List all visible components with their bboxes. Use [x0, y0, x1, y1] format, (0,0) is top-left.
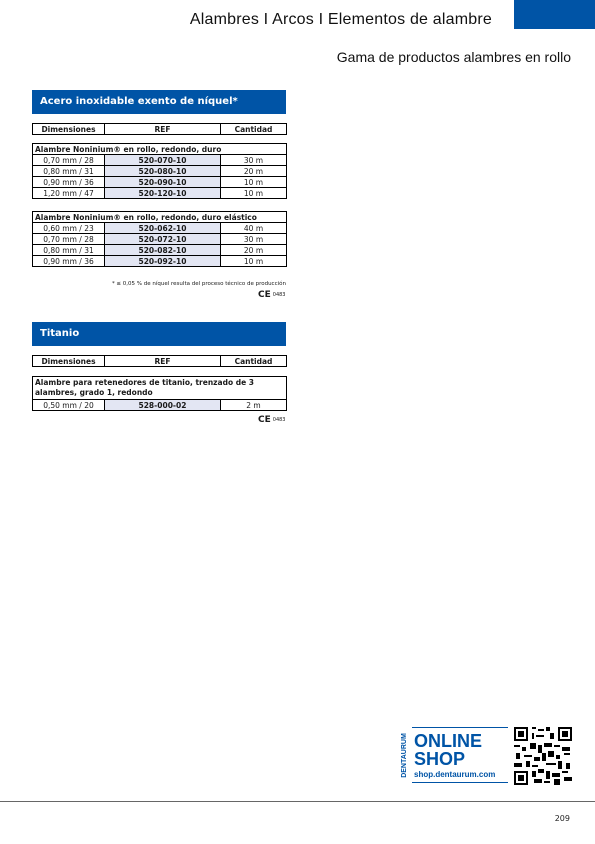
column-header-table-1 [32, 123, 287, 135]
cell-ref: 520-120-10 [105, 188, 221, 199]
cell-ref: 520-092-10 [105, 256, 221, 267]
brand-label: DENTAURUM [400, 732, 408, 778]
cell-ref: 520-082-10 [105, 245, 221, 256]
online-shop-badge[interactable] [398, 724, 574, 786]
section-title-stainless: Acero inoxidable exento de níquel* [32, 90, 286, 114]
col-ref: REF [105, 124, 221, 135]
cell-ref: 520-090-10 [105, 177, 221, 188]
cell-qty: 40 m [221, 223, 287, 234]
cell-qty: 20 m [221, 166, 287, 177]
col-cantidad: Cantidad [221, 356, 287, 367]
cell-dim: 0,60 mm / 23 [33, 223, 105, 234]
cell-qty: 10 m [221, 256, 287, 267]
product-table-noninium-elastic [32, 211, 287, 267]
cell-ref: 520-062-10 [105, 223, 221, 234]
page-number: 209 [554, 814, 570, 823]
ce-number: 0483 [272, 416, 286, 423]
cell-dim: 0,80 mm / 31 [33, 166, 105, 177]
product-table-titanium [32, 376, 287, 411]
cell-dim: 0,50 mm / 20 [33, 400, 105, 411]
group-title: Alambre Noninium® en rollo, redondo, duro [33, 144, 287, 155]
cell-qty: 30 m [221, 155, 287, 166]
ce-mark [258, 290, 286, 300]
ce-number: 0483 [272, 291, 286, 298]
cell-qty: 10 m [221, 188, 287, 199]
cell-dim: 0,80 mm / 31 [33, 245, 105, 256]
ce-mark [258, 415, 286, 425]
cell-dim: 0,90 mm / 36 [33, 177, 105, 188]
qr-code-icon[interactable] [514, 727, 572, 785]
cell-dim: 0,90 mm / 36 [33, 256, 105, 267]
divider [412, 782, 508, 783]
table-row [33, 177, 287, 188]
table-row [33, 223, 287, 234]
ce-label: CE [258, 415, 271, 425]
divider [412, 727, 508, 728]
cell-ref: 520-070-10 [105, 155, 221, 166]
cell-qty: 2 m [221, 400, 287, 411]
header-title: Alambres I Arcos I Elementos de alambre [189, 11, 492, 28]
table-row [33, 256, 287, 267]
table-row [33, 155, 287, 166]
table-row [33, 166, 287, 177]
cell-dim: 0,70 mm / 28 [33, 234, 105, 245]
cell-ref: 520-080-10 [105, 166, 221, 177]
page-subtitle: Gama de productos alambres en rollo [336, 49, 571, 65]
cell-ref: 528-000-02 [105, 400, 221, 411]
table-row [33, 188, 287, 199]
col-dimensiones: Dimensiones [33, 124, 105, 135]
col-ref: REF [105, 356, 221, 367]
col-cantidad: Cantidad [221, 124, 287, 135]
table-row [33, 400, 287, 411]
cell-dim: 1,20 mm / 47 [33, 188, 105, 199]
table-row [33, 245, 287, 256]
cell-qty: 10 m [221, 177, 287, 188]
cell-dim: 0,70 mm / 28 [33, 155, 105, 166]
footnote: * ≤ 0,05 % de níquel resulta del proceso técnico de producción [111, 281, 286, 287]
col-dimensiones: Dimensiones [33, 356, 105, 367]
group-title: Alambre Noninium® en rollo, redondo, duro elástico [33, 212, 287, 223]
header-accent-block [514, 0, 595, 29]
cell-ref: 520-072-10 [105, 234, 221, 245]
footer-rule [0, 801, 595, 802]
group-title: Alambre para retenedores de titanio, trenzado de 3 alambres, grado 1, redondo [33, 377, 287, 400]
online-label: ONLINE [414, 731, 483, 751]
column-header-table-2 [32, 355, 287, 367]
shop-label: SHOP [414, 749, 466, 769]
shop-url-link[interactable]: shop.dentaurum.com [414, 770, 496, 779]
cell-qty: 30 m [221, 234, 287, 245]
section-title-titanium: Titanio [32, 322, 286, 346]
product-table-noninium-hard [32, 143, 287, 199]
cell-qty: 20 m [221, 245, 287, 256]
table-row [33, 234, 287, 245]
ce-label: CE [258, 290, 271, 300]
brand-vertical [398, 724, 410, 786]
